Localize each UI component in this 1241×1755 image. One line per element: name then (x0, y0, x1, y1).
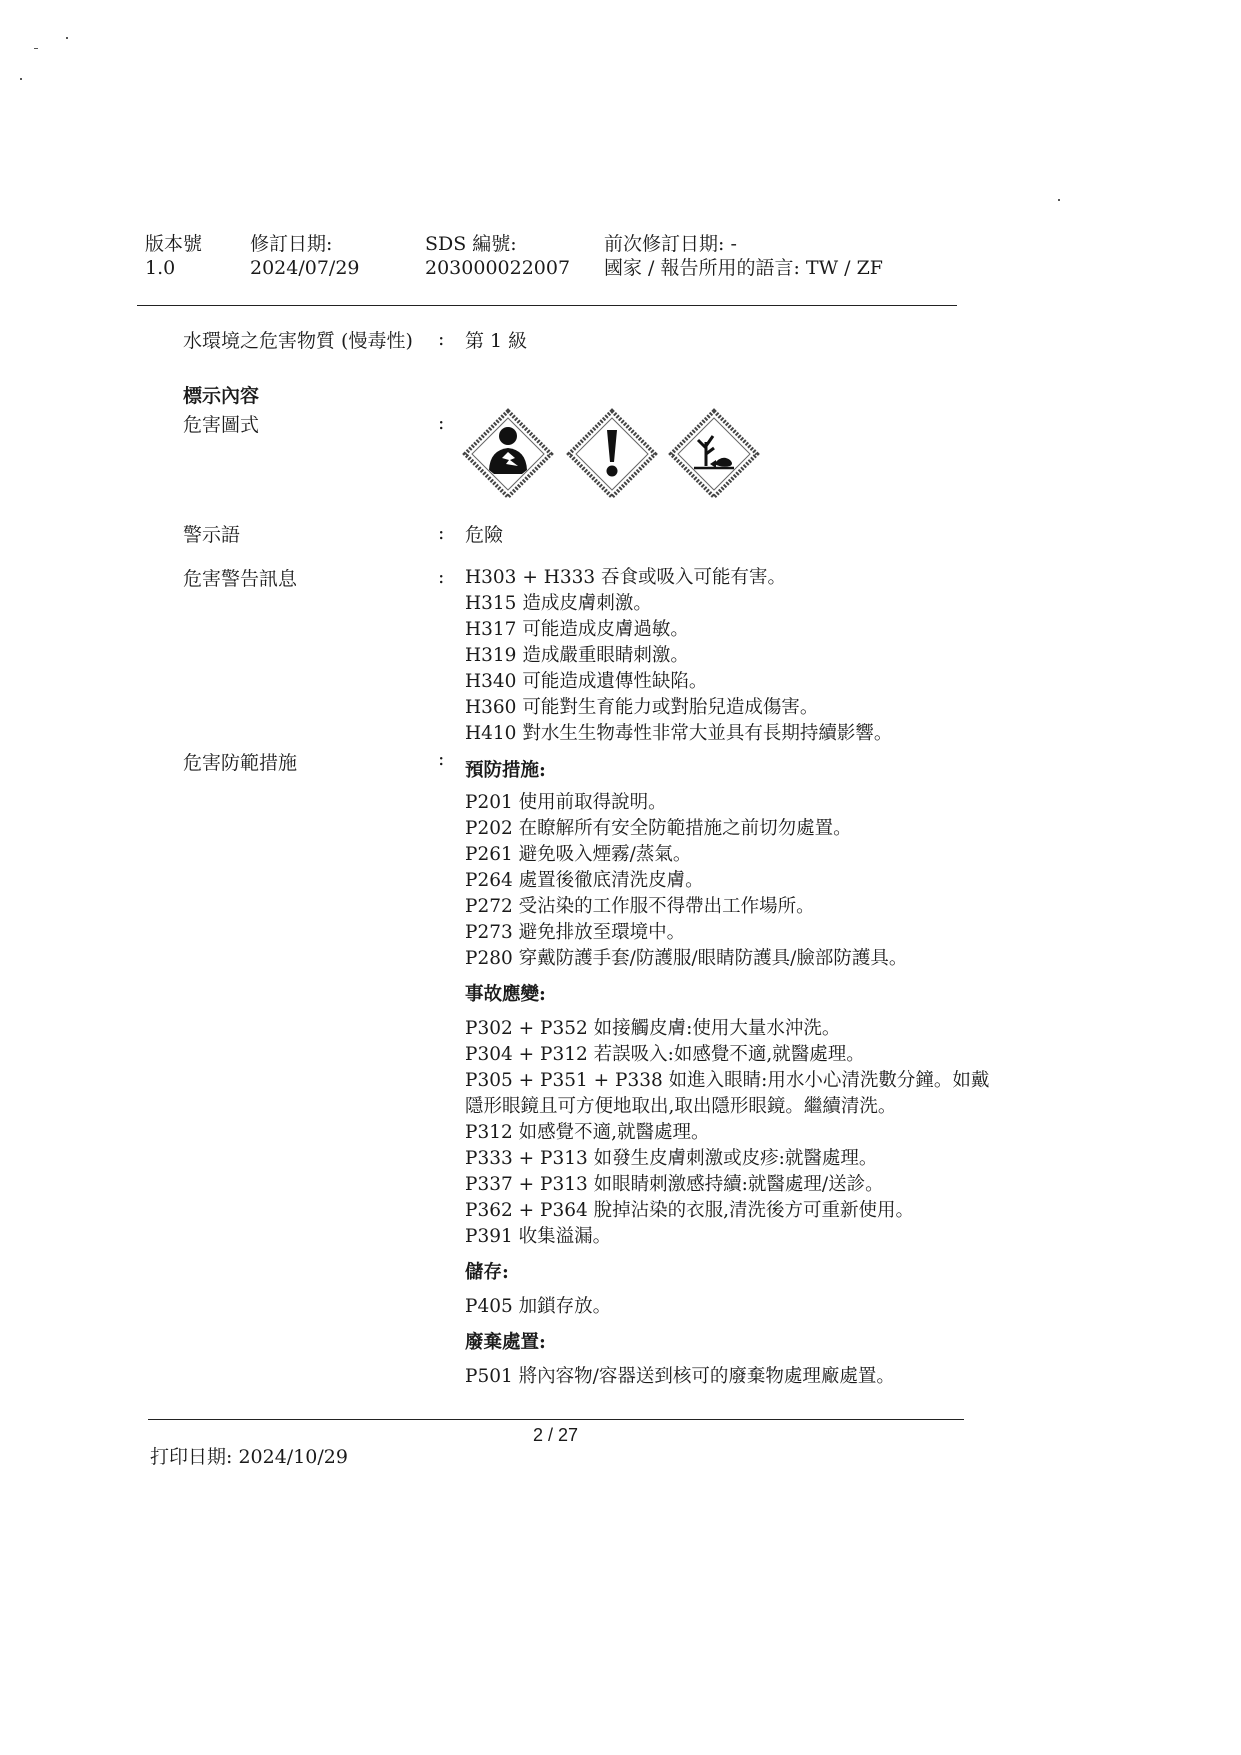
page-number: 2 / 27 (533, 1425, 579, 1445)
colon: : (438, 412, 445, 434)
storage-statement: P405 加鎖存放。 (465, 1296, 612, 1317)
prevention-statement: P201 使用前取得說明。 (465, 792, 667, 813)
response-heading: 事故應變: (465, 984, 546, 1005)
footer-divider (148, 1419, 964, 1420)
hazard-statement: H315 造成皮膚刺激。 (465, 593, 652, 614)
disposal-heading: 廢棄處置: (465, 1332, 546, 1353)
response-statement: P391 收集溢漏。 (465, 1226, 612, 1247)
sds-number-label: SDS 編號: (425, 233, 517, 255)
prevention-statement: P202 在瞭解所有安全防範措施之前切勿處置。 (465, 818, 852, 839)
prevention-statement: P272 受沾染的工作服不得帶出工作場所。 (465, 896, 815, 917)
hazard-statement: H319 造成嚴重眼睛刺激。 (465, 645, 689, 666)
revision-date-label: 修訂日期: (250, 233, 333, 255)
environment-icon (668, 408, 760, 500)
response-statement: P302 + P352 如接觸皮膚:使用大量水沖洗。 (465, 1018, 841, 1039)
hazard-statement: H303 + H333 吞食或吸入可能有害。 (465, 567, 787, 588)
colon: : (438, 566, 445, 588)
colon: : (438, 328, 445, 350)
header-divider (137, 305, 957, 306)
response-statement: P362 + P364 脫掉沾染的衣服,清洗後方可重新使用。 (465, 1200, 915, 1221)
scan-speck (20, 78, 22, 80)
prevention-statement: P280 穿戴防護手套/防護服/眼睛防護具/臉部防護具。 (465, 948, 908, 969)
prevention-heading: 預防措施: (465, 760, 546, 781)
previous-revision-date: 前次修訂日期: - (604, 233, 737, 255)
response-statement: P305 + P351 + P338 如進入眼睛:用水小心清洗數分鐘。如戴 (465, 1070, 990, 1091)
response-statement: P333 + P313 如發生皮膚刺激或皮疹:就醫處理。 (465, 1148, 878, 1169)
scan-speck (66, 37, 68, 39)
scan-speck (34, 48, 38, 49)
prevention-statement: P261 避免吸入煙霧/蒸氣。 (465, 844, 692, 865)
storage-heading: 儲存: (465, 1262, 509, 1283)
hazard-statement: H410 對水生生物毒性非常大並具有長期持續影響。 (465, 723, 893, 744)
scan-speck (1058, 199, 1060, 201)
hazard-statements-list (465, 565, 892, 747)
response-statement: P304 + P312 若誤吸入:如感覺不適,就醫處理。 (465, 1044, 865, 1065)
colon: : (438, 748, 445, 770)
version-value: 1.0 (145, 257, 176, 279)
signal-word-label: 警示語 (183, 524, 241, 546)
exclamation-mark-icon (566, 408, 658, 500)
colon: : (438, 522, 445, 544)
hazard-statement: H360 可能對生育能力或對胎兒造成傷害。 (465, 697, 819, 718)
label-elements-heading: 標示內容 (183, 385, 260, 407)
classification-value: 第 1 級 (465, 330, 528, 352)
response-statement: P337 + P313 如眼睛刺激感持續:就醫處理/送診。 (465, 1174, 884, 1195)
disposal-statement: P501 將內容物/容器送到核可的廢棄物處理廠處置。 (465, 1366, 895, 1387)
precautionary-statements (465, 758, 989, 1390)
sds-number-value: 203000022007 (425, 257, 571, 279)
signal-word-value: 危險 (465, 524, 504, 546)
response-statement: P312 如感覺不適,就醫處理。 (465, 1122, 710, 1143)
pictogram-label: 危害圖式 (183, 414, 260, 436)
print-date: 打印日期: 2024/10/29 (150, 1446, 348, 1468)
prevention-statement: P273 避免排放至環境中。 (465, 922, 686, 943)
precautionary-label: 危害防範措施 (183, 752, 298, 774)
revision-date-value: 2024/07/29 (250, 257, 360, 279)
hazard-statement: H317 可能造成皮膚過敏。 (465, 619, 689, 640)
response-statement: 隱形眼鏡且可方便地取出,取出隱形眼鏡。繼續清洗。 (465, 1096, 897, 1117)
prevention-statement: P264 處置後徹底清洗皮膚。 (465, 870, 704, 891)
health-hazard-icon (462, 408, 554, 500)
country-language: 國家 / 報告所用的語言: TW / ZF (604, 257, 883, 279)
hazard-statement: H340 可能造成遺傳性缺陷。 (465, 671, 708, 692)
version-label: 版本號 (145, 233, 203, 255)
hazard-statements-label: 危害警告訊息 (183, 568, 298, 590)
classification-label: 水環境之危害物質 (慢毒性) (183, 330, 413, 352)
